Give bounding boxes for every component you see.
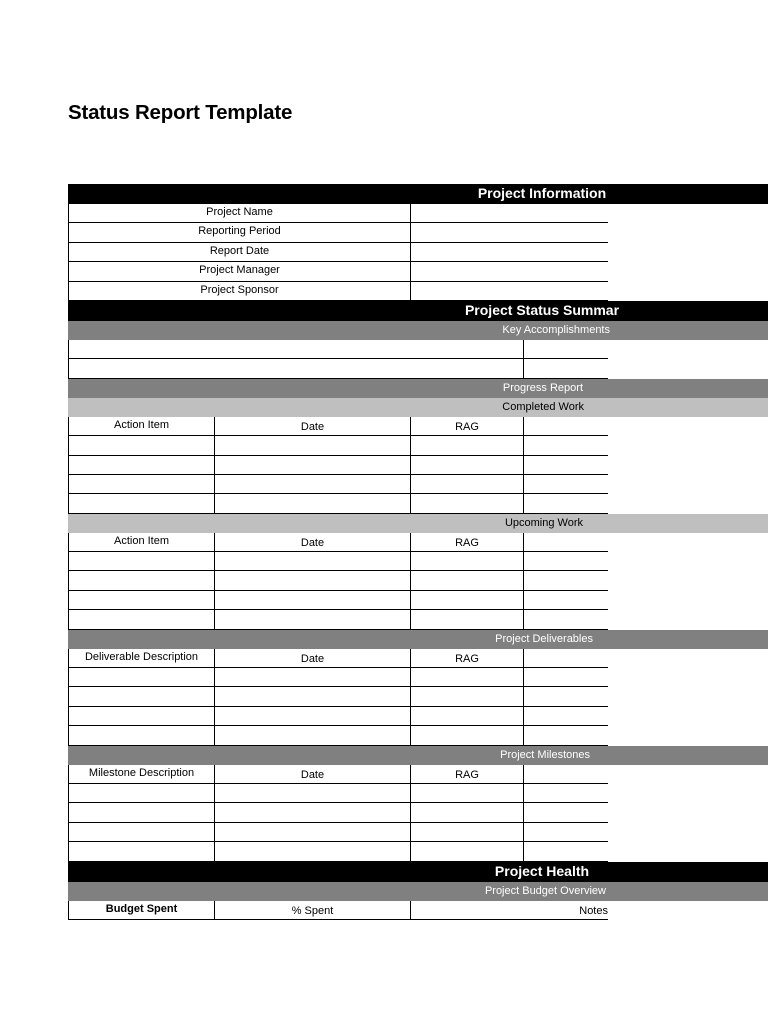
upcoming-work-row [68,552,768,571]
upcoming-work-date-cell[interactable] [215,591,411,610]
page-title: Status Report Template [68,101,293,124]
upcoming-work-rag-cell[interactable] [411,610,524,629]
project-info-row [68,223,768,242]
completed-work-row [68,456,768,475]
completed-work-rag-cell[interactable] [411,475,524,494]
milestone-col-description: Milestone Description [68,765,215,784]
completed-work-header-row [68,417,768,436]
project-info-label: Project Name [68,204,411,223]
budget-spent-header: Budget Spent [68,901,215,920]
progress-report-title: Progress Report [502,381,583,394]
accomplishment-cell[interactable] [68,359,524,378]
upcoming-work-col-description: Action Item [68,533,215,552]
project-information-table [68,204,768,301]
project-info-label: Project Manager [68,262,411,281]
deliverables-table [68,649,768,746]
milestone-rag-cell[interactable] [411,823,524,842]
milestone-extra-cell[interactable] [524,784,608,803]
project-info-row [68,262,768,281]
deliverable-extra-cell[interactable] [524,726,608,745]
completed-work-row [68,436,768,455]
milestone-rag-cell[interactable] [411,842,524,861]
completed-work-rag-cell[interactable] [411,494,524,513]
upcoming-work-header-row [68,533,768,552]
upcoming-work-extra-cell[interactable] [524,610,608,629]
completed-work-header [68,398,768,417]
deliverable-rag-cell[interactable] [411,668,524,687]
milestone-extra-cell[interactable] [524,842,608,861]
upcoming-work-rag-cell[interactable] [411,552,524,571]
deliverable-rag-cell[interactable] [411,707,524,726]
deliverable-date-cell[interactable] [215,687,411,706]
project-info-value-cell[interactable] [411,243,608,262]
completed-work-table [68,417,768,514]
completed-work-extra-cell[interactable] [524,475,608,494]
accomplishment-cell[interactable] [68,340,524,359]
upcoming-work-date-cell[interactable] [215,552,411,571]
deliverable-description-cell[interactable] [68,726,215,745]
deliverable-date-cell[interactable] [215,726,411,745]
completed-work-title: Completed Work [502,400,584,413]
project-health-title: Project Health [494,862,590,879]
completed-work-date-cell[interactable] [215,475,411,494]
completed-work-extra-cell[interactable] [524,494,608,513]
milestone-description-cell[interactable] [68,784,215,803]
notes-header: Notes [411,901,608,920]
completed-work-date-cell[interactable] [215,494,411,513]
milestone-col-rag: RAG [411,765,524,784]
upcoming-work-date-cell[interactable] [215,610,411,629]
deliverable-row [68,726,768,745]
key-accomplishments-header [68,321,768,340]
milestone-rag-cell[interactable] [411,784,524,803]
key-accomplishments-title: Key Accomplishments [502,323,610,336]
project-info-value-cell[interactable] [411,282,608,301]
completed-work-row [68,475,768,494]
project-information-header [68,184,768,204]
project-info-row [68,282,768,301]
project-info-value-cell[interactable] [411,262,608,281]
upcoming-work-extra-cell[interactable] [524,571,608,590]
project-info-label: Project Sponsor [68,282,411,301]
deliverable-col-date: Date [215,649,411,668]
milestone-row [68,842,768,861]
percent-spent-header: % Spent [215,901,411,920]
deliverable-header-row [68,649,768,668]
milestone-extra-cell[interactable] [524,823,608,842]
project-info-value-cell[interactable] [411,223,608,242]
project-info-label: Reporting Period [68,223,411,242]
deliverable-description-cell[interactable] [68,668,215,687]
completed-work-rag-cell[interactable] [411,436,524,455]
completed-work-col-extra [524,417,608,436]
completed-work-rag-cell[interactable] [411,456,524,475]
milestone-row [68,803,768,822]
deliverable-extra-cell[interactable] [524,668,608,687]
completed-work-description-cell[interactable] [68,456,215,475]
budget-overview-header [68,882,768,901]
key-accomplishments-table [68,340,768,379]
deliverable-date-cell[interactable] [215,668,411,687]
milestone-description-cell[interactable] [68,823,215,842]
upcoming-work-extra-cell[interactable] [524,591,608,610]
upcoming-work-table [68,533,768,630]
project-info-row [68,243,768,262]
milestone-row [68,784,768,803]
budget-header-row [68,901,768,920]
completed-work-description-cell[interactable] [68,436,215,455]
milestone-col-extra [524,765,608,784]
deliverable-rag-cell[interactable] [411,687,524,706]
upcoming-work-col-date: Date [215,533,411,552]
completed-work-date-cell[interactable] [215,436,411,455]
upcoming-work-extra-cell[interactable] [524,552,608,571]
project-info-row [68,204,768,223]
milestones-table [68,765,768,862]
status-summary-header [68,301,768,321]
completed-work-extra-cell[interactable] [524,436,608,455]
budget-overview-title: Project Budget Overview [484,884,606,897]
status-report-sheet [68,184,768,920]
upcoming-work-row [68,610,768,629]
milestones-title: Project Milestones [500,748,590,761]
milestone-row [68,823,768,842]
deliverable-description-cell[interactable] [68,687,215,706]
milestone-col-date: Date [215,765,411,784]
project-info-label: Report Date [68,243,411,262]
accomplishment-extra-cell[interactable] [524,359,608,378]
upcoming-work-col-extra [524,533,608,552]
accomplishment-extra-cell[interactable] [524,340,608,359]
deliverable-extra-cell[interactable] [524,687,608,706]
accomplishment-row [68,340,768,359]
project-health-header [68,862,768,882]
milestone-description-cell[interactable] [68,803,215,822]
upcoming-work-description-cell[interactable] [68,552,215,571]
deliverable-description-cell[interactable] [68,707,215,726]
upcoming-work-row [68,571,768,590]
deliverable-extra-cell[interactable] [524,707,608,726]
milestones-header [68,746,768,765]
deliverables-title: Project Deliverables [495,632,593,645]
upcoming-work-date-cell[interactable] [215,571,411,590]
upcoming-work-description-cell[interactable] [68,610,215,629]
upcoming-work-title: Upcoming Work [504,516,583,529]
completed-work-description-cell[interactable] [68,475,215,494]
deliverable-rag-cell[interactable] [411,726,524,745]
progress-report-header [68,379,768,398]
completed-work-row [68,494,768,513]
deliverable-col-description: Deliverable Description [68,649,215,668]
upcoming-work-row [68,591,768,610]
upcoming-work-description-cell[interactable] [68,591,215,610]
completed-work-col-date: Date [215,417,411,436]
milestone-description-cell[interactable] [68,842,215,861]
milestone-date-cell[interactable] [215,803,411,822]
upcoming-work-rag-cell[interactable] [411,591,524,610]
milestone-date-cell[interactable] [215,823,411,842]
deliverable-row [68,707,768,726]
completed-work-extra-cell[interactable] [524,456,608,475]
completed-work-description-cell[interactable] [68,494,215,513]
status-summary-title: Project Status Summar [464,301,620,318]
upcoming-work-header [68,514,768,533]
completed-work-col-description: Action Item [68,417,215,436]
deliverable-col-extra [524,649,608,668]
upcoming-work-col-rag: RAG [411,533,524,552]
deliverables-header [68,630,768,649]
upcoming-work-description-cell[interactable] [68,571,215,590]
project-info-value-cell[interactable] [411,204,608,223]
milestone-rag-cell[interactable] [411,803,524,822]
upcoming-work-rag-cell[interactable] [411,571,524,590]
milestone-extra-cell[interactable] [524,803,608,822]
deliverable-col-rag: RAG [411,649,524,668]
completed-work-col-rag: RAG [411,417,524,436]
milestone-date-cell[interactable] [215,842,411,861]
completed-work-date-cell[interactable] [215,456,411,475]
milestone-date-cell[interactable] [215,784,411,803]
accomplishment-row [68,359,768,378]
project-information-title: Project Information [477,185,607,201]
deliverable-row [68,687,768,706]
deliverable-row [68,668,768,687]
deliverable-date-cell[interactable] [215,707,411,726]
milestone-header-row [68,765,768,784]
